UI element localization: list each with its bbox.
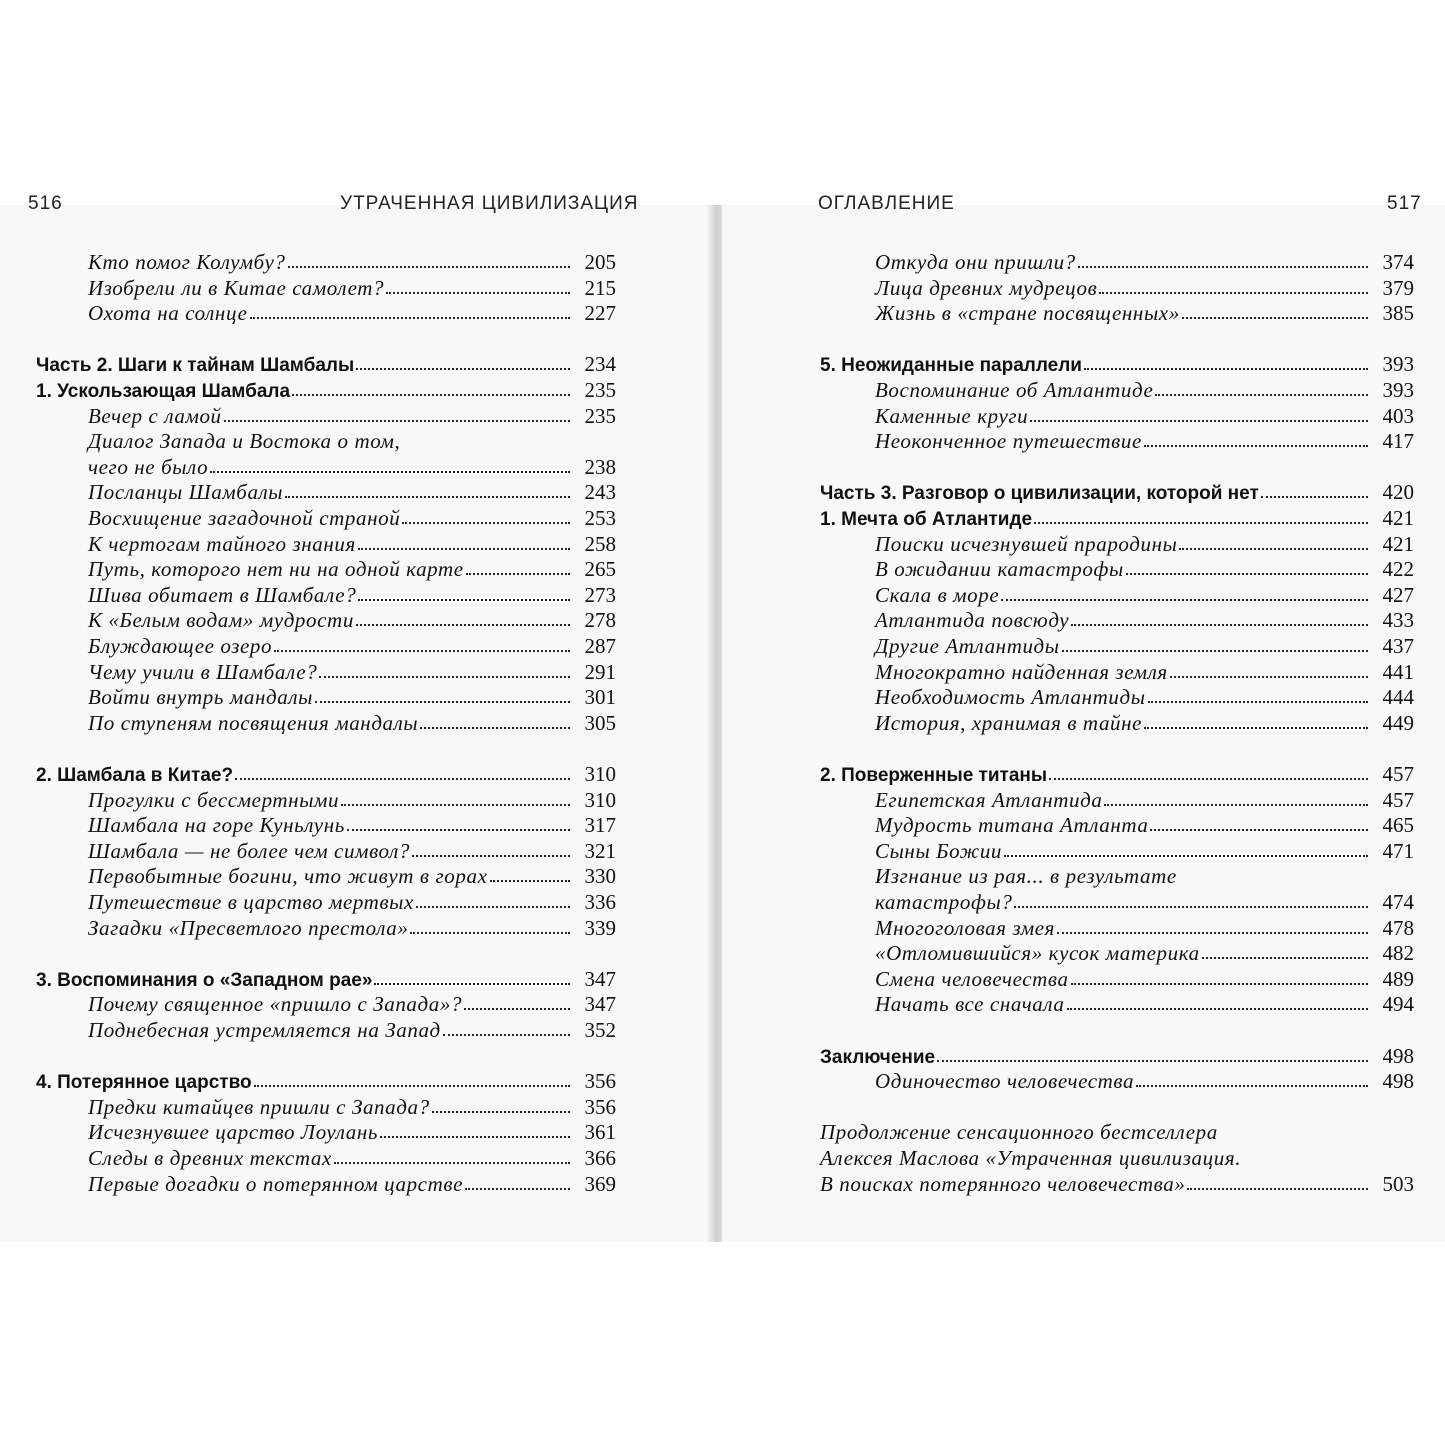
toc-entry-page: 215: [584, 275, 616, 300]
toc-entry-title: Исчезнувшее царство Лоулань: [88, 1120, 379, 1145]
toc-entry: [820, 659, 1414, 685]
toc-entry-title: «Отломившийся» кусок материка: [875, 941, 1200, 966]
toc-entry-title: 4. Потерянное царство: [36, 1072, 252, 1094]
toc-entry: [36, 710, 616, 736]
toc-entry-title: Первые догадки о потерянном царстве: [88, 1171, 463, 1196]
toc-entry: [36, 556, 616, 582]
left-page: [0, 193, 712, 1242]
toc-entry-page: 503: [1382, 1171, 1414, 1196]
toc-entry: [820, 1119, 1414, 1145]
toc-leader-dots: [1126, 573, 1368, 575]
toc-entry-page: 291: [584, 659, 616, 684]
toc-entry: [36, 428, 616, 454]
toc-leader-dots: [1179, 548, 1368, 550]
toc-leader-dots: [292, 394, 570, 396]
toc-leader-dots: [410, 932, 570, 934]
toc-entry-title: Блуждающее озеро: [88, 634, 273, 658]
toc-entry: [36, 505, 616, 531]
toc-leader-dots: [210, 471, 570, 473]
toc-entry-page: 243: [584, 480, 616, 505]
toc-entry-page: 449: [1382, 710, 1414, 735]
toc-entry-title: 1. Мечта об Атлантиде: [820, 509, 1033, 530]
toc-entry: [36, 300, 616, 326]
toc-entry-title: Начать все сначала: [875, 992, 1065, 1017]
toc-leader-dots: [1001, 599, 1368, 601]
toc-entry-page: 321: [584, 838, 616, 863]
toc-leader-dots: [250, 317, 571, 319]
toc-entry: [820, 812, 1414, 838]
toc-entry: [820, 940, 1414, 966]
toc-entry-page: 422: [1382, 557, 1414, 582]
toc-entry-title: Предки китайцев пришли с Запада?: [88, 1094, 430, 1119]
toc-entry-title: Первобытные богини, что живут в горах: [88, 864, 488, 889]
toc-entry-title: Путь, которого нет ни на одной карте: [88, 557, 464, 582]
toc-entry-title: Диалог Запада и Востока о том,: [88, 429, 401, 454]
toc-leader-dots: [432, 1111, 570, 1113]
toc-entry-page: 421: [1382, 531, 1414, 556]
toc-entry: [820, 275, 1414, 301]
toc-leader-dots: [380, 1136, 570, 1138]
toc-leader-dots: [386, 292, 570, 294]
toc-entry-page: 393: [1382, 378, 1414, 402]
toc-entry-page: 420: [1382, 480, 1414, 505]
toc-entry-page: 385: [1382, 301, 1414, 326]
toc-entry-page: 336: [584, 890, 616, 914]
toc-leader-dots: [235, 778, 570, 780]
toc-entry-title: Сыны Божии: [875, 838, 1003, 863]
toc-entry-title: Смена человечества: [875, 966, 1069, 991]
toc-leader-dots: [1049, 778, 1368, 780]
toc-entry: [36, 403, 616, 429]
toc-entry-page: 305: [584, 710, 616, 735]
toc-entry-title: Атлантида повсюду: [875, 608, 1070, 633]
toc-entry-page: 374: [1382, 250, 1414, 274]
toc-entry-page: 235: [584, 378, 616, 402]
toc-entry-title: 1. Ускользающая Шамбала: [36, 381, 291, 402]
toc-entry: [820, 377, 1414, 403]
toc-entry-page: 301: [584, 685, 616, 710]
toc-leader-dots: [358, 599, 570, 601]
toc-entry: [820, 863, 1414, 889]
toc-entry-page: 278: [584, 608, 616, 633]
toc-entry: [820, 633, 1414, 659]
toc-entry-page: 234: [584, 352, 616, 377]
toc-entry: [36, 479, 616, 505]
toc-leader-dots: [412, 855, 570, 857]
toc-entry-page: 437: [1382, 634, 1414, 658]
toc-leader-dots: [1057, 932, 1368, 934]
toc-leader-dots: [490, 880, 570, 882]
toc-entry-title: В поисках потерянного человечества»: [820, 1171, 1186, 1196]
toc-entry-title: Многоголовая змея: [875, 915, 1056, 940]
toc-entry: [820, 351, 1414, 377]
toc-entry-title: Вечер с ламой: [88, 403, 222, 428]
toc-entry-page: 310: [584, 762, 616, 786]
toc-leader-dots: [937, 1060, 1368, 1062]
toc-leader-dots: [402, 522, 570, 524]
toc-entry: [820, 991, 1414, 1017]
toc-leader-dots: [1030, 420, 1368, 422]
toc-entry: [820, 505, 1414, 531]
toc-entry-page: 330: [584, 864, 616, 889]
toc-entry-page: 356: [584, 1094, 616, 1119]
toc-entry-title: чего не было: [88, 454, 209, 479]
toc-entry: [36, 1171, 616, 1197]
toc-entry-page: 227: [584, 301, 616, 326]
toc-entry-page: 310: [584, 787, 616, 812]
toc-entry-title: Одиночество человечества: [875, 1069, 1135, 1094]
toc-entry-title: 5. Неожиданные параллели: [820, 355, 1082, 377]
toc-entry-title: Прогулки с бессмертными: [88, 787, 340, 812]
toc-entry-title: Скала в море: [875, 582, 1000, 607]
toc-entry: [820, 428, 1414, 454]
toc-entry-page: 457: [1382, 787, 1414, 812]
toc-leader-dots: [285, 496, 570, 498]
toc-entry: [820, 838, 1414, 864]
toc-entry-page: 205: [584, 250, 616, 274]
toc-entry: [820, 300, 1414, 326]
toc-entry-title: Часть 3. Разговор о цивилизации, которой нет: [820, 483, 1259, 505]
toc-entry-page: 494: [1382, 992, 1414, 1017]
toc-entry-title: Изобрели ли в Китае самолет?: [88, 275, 385, 300]
toc-leader-dots: [1136, 1085, 1368, 1087]
toc-entry: [36, 607, 616, 633]
left-running-head: УТРАЧЕННАЯ ЦИВИЛИЗАЦИЯ: [340, 193, 639, 214]
toc-entry-title: Часть 2. Шаги к тайнам Шамбалы: [36, 355, 355, 377]
toc-entry-page: 258: [584, 531, 616, 556]
toc-entry-title: Египетская Атлантида: [875, 787, 1103, 812]
toc-leader-dots: [443, 1034, 570, 1036]
toc-entry: [36, 761, 616, 787]
toc-entry-page: 379: [1382, 275, 1414, 300]
toc-entry-title: Шива обитает в Шамбале?: [88, 582, 357, 607]
toc-entry-title: Путешествие в царство мертвых: [88, 890, 414, 914]
toc-entry: [36, 1017, 616, 1043]
toc-entry-title: По ступеням посвящения мандалы: [88, 710, 419, 735]
toc-entry: [36, 659, 616, 685]
toc-entry-title: 2. Шамбала в Китае?: [36, 765, 234, 786]
toc-leader-dots: [464, 1008, 570, 1010]
toc-entry-title: История, хранимая в тайне: [875, 710, 1143, 735]
toc-entry: [36, 351, 616, 377]
toc-entry-page: 339: [584, 915, 616, 940]
toc-entry-title: катастрофы?: [875, 890, 1013, 914]
toc-entry: [36, 249, 616, 275]
toc-entry-title: Изгнание из рая... в результате: [875, 864, 1177, 889]
toc-entry-title: 2. Поверженные титаны: [820, 765, 1048, 786]
left-page-number: 516: [28, 193, 63, 214]
toc-entry-page: 361: [584, 1120, 616, 1145]
toc-leader-dots: [1004, 855, 1368, 857]
toc-entry: [36, 812, 616, 838]
toc-entry-title: Кто помог Колумбу?: [88, 250, 286, 274]
toc-leader-dots: [420, 727, 570, 729]
toc-leader-dots: [1014, 906, 1368, 908]
toc-entry-page: 253: [584, 506, 616, 530]
toc-leader-dots: [254, 1085, 570, 1087]
toc-leader-dots: [1187, 1188, 1368, 1190]
toc-entry-page: 471: [1382, 838, 1414, 863]
toc-entry: [820, 531, 1414, 557]
toc-entry: [36, 838, 616, 864]
toc-entry-title: Каменные круги: [875, 403, 1029, 428]
toc-entry-title: К чертогам тайного знания: [88, 531, 356, 556]
toc-leader-dots: [1071, 624, 1368, 626]
toc-leader-dots: [1067, 1008, 1368, 1010]
toc-leader-dots: [341, 804, 570, 806]
toc-entry-title: 3. Воспоминания о «Западном рае»: [36, 969, 373, 991]
toc-entry-page: 403: [1382, 403, 1414, 428]
toc-entry: [820, 889, 1414, 915]
toc-entry-title: Необходимость Атлантиды: [875, 685, 1146, 710]
toc-entry-title: Жизнь в «стране посвященных»: [875, 301, 1180, 326]
toc-leader-dots: [1182, 317, 1368, 319]
toc-entry: [820, 710, 1414, 736]
toc-entry: [820, 787, 1414, 813]
toc-entry-page: 482: [1382, 941, 1414, 966]
toc-entry-page: 287: [584, 634, 616, 658]
toc-entry: [820, 1068, 1414, 1094]
toc-leader-dots: [356, 368, 570, 370]
toc-entry: [36, 889, 616, 915]
toc-entry-title: Откуда они пришли?: [875, 250, 1076, 274]
toc-entry: [36, 1068, 616, 1094]
toc-entry-title: Многократно найденная земля: [875, 659, 1168, 684]
toc-leader-dots: [1148, 701, 1368, 703]
toc-entry: [36, 966, 616, 992]
toc-entry-page: 478: [1382, 915, 1414, 940]
toc-leader-dots: [374, 983, 570, 985]
toc-entry: [36, 275, 616, 301]
toc-entry: [36, 1119, 616, 1145]
toc-leader-dots: [224, 420, 570, 422]
toc-entry-page: 238: [584, 454, 616, 479]
toc-entry-page: 369: [584, 1171, 616, 1196]
toc-leader-dots: [1071, 983, 1368, 985]
toc-entry: [820, 403, 1414, 429]
toc-leader-dots: [1261, 496, 1368, 498]
toc-entry: [36, 377, 616, 403]
toc-entry: [820, 1171, 1414, 1197]
toc-entry-title: Продолжение сенсационного бестселлера: [820, 1120, 1218, 1145]
toc-entry-page: 441: [1382, 659, 1414, 684]
toc-leader-dots: [1034, 522, 1368, 524]
toc-entry: [820, 761, 1414, 787]
right-page: [722, 193, 1445, 1242]
toc-entry-page: 457: [1382, 762, 1414, 786]
toc-leader-dots: [319, 676, 570, 678]
toc-leader-dots: [1202, 957, 1368, 959]
toc-entry-page: 347: [584, 966, 616, 991]
toc-leader-dots: [356, 624, 570, 626]
toc-entry-page: 273: [584, 582, 616, 607]
toc-leader-dots: [1150, 829, 1368, 831]
toc-entry-title: К «Белым водам» мудрости: [88, 608, 354, 633]
toc-entry-title: Алексея Маслова «Утраченная цивилизация.: [820, 1146, 1242, 1170]
toc-leader-dots: [358, 548, 570, 550]
toc-entry: [36, 531, 616, 557]
toc-leader-dots: [1062, 650, 1368, 652]
toc-entry-title: Шамбала на горе Куньлунь: [88, 813, 345, 838]
toc-entry-page: 427: [1382, 582, 1414, 607]
toc-leader-dots: [288, 266, 570, 268]
toc-leader-dots: [1078, 266, 1368, 268]
toc-entry-page: 444: [1382, 685, 1414, 710]
toc-entry: [820, 1043, 1414, 1069]
toc-entry: [820, 607, 1414, 633]
toc-entry-title: Войти внутрь мандалы: [88, 685, 313, 710]
toc-entry-page: 421: [1382, 506, 1414, 530]
toc-leader-dots: [465, 1188, 570, 1190]
toc-entry-page: 356: [584, 1069, 616, 1094]
toc-entry-title: Шамбала — не более чем символ?: [88, 838, 410, 863]
toc-entry-title: Посланцы Шамбалы: [88, 480, 284, 505]
toc-leader-dots: [466, 573, 570, 575]
toc-leader-dots: [1144, 445, 1368, 447]
right-running-head: ОГЛАВЛЕНИЕ: [818, 193, 955, 214]
toc-entry: [820, 249, 1414, 275]
toc-entry: [36, 863, 616, 889]
toc-entry-page: 235: [584, 403, 616, 428]
toc-entry: [36, 991, 616, 1017]
toc-entry-title: Заключение: [820, 1046, 936, 1068]
toc-entry: [820, 966, 1414, 992]
toc-leader-dots: [315, 701, 570, 703]
toc-entry-title: Поднебесная устремляется на Запад: [88, 1018, 441, 1042]
toc-leader-dots: [1099, 292, 1368, 294]
toc-entry: [820, 582, 1414, 608]
toc-entry: [36, 915, 616, 941]
toc-entry: [820, 684, 1414, 710]
toc-entry-title: Чему учили в Шамбале?: [88, 659, 318, 684]
toc-entry: [36, 684, 616, 710]
toc-entry-title: Следы в древних текстах: [88, 1146, 332, 1170]
toc-entry-title: Охота на солнце: [88, 301, 248, 326]
toc-entry: [36, 582, 616, 608]
toc-entry: [36, 1094, 616, 1120]
toc-entry-page: 265: [584, 557, 616, 582]
toc-entry-page: 474: [1382, 890, 1414, 914]
toc-entry-page: 317: [584, 813, 616, 838]
toc-entry-page: 498: [1382, 1043, 1414, 1068]
toc-entry: [36, 787, 616, 813]
toc-leader-dots: [1170, 676, 1368, 678]
toc-entry-title: Загадки «Пресветлого престола»: [88, 915, 409, 940]
toc-entry-page: 489: [1382, 966, 1414, 991]
toc-entry-title: Неоконченное путешествие: [875, 429, 1142, 454]
toc-entry-title: Почему священное «пришло с Запада»?: [88, 992, 463, 1017]
toc-entry: [36, 454, 616, 480]
toc-entry: [36, 1145, 616, 1171]
toc-entry-page: 352: [584, 1018, 616, 1042]
toc-leader-dots: [1155, 394, 1368, 396]
toc-entry: [820, 915, 1414, 941]
toc-entry-title: Другие Атлантиды: [875, 634, 1060, 658]
toc-leader-dots: [1084, 368, 1368, 370]
toc-entry-title: Лица древних мудрецов: [875, 275, 1098, 300]
toc-entry-title: Воспоминание об Атлантиде: [875, 378, 1154, 402]
toc-entry-page: 417: [1382, 429, 1414, 454]
toc-leader-dots: [334, 1162, 570, 1164]
toc-entry: [820, 1145, 1414, 1171]
toc-leader-dots: [1144, 727, 1368, 729]
toc-leader-dots: [274, 650, 570, 652]
toc-entry-title: Восхищение загадочной страной: [88, 506, 401, 530]
toc-entry: [820, 556, 1414, 582]
toc-entry-page: 347: [584, 992, 616, 1017]
toc-entry-page: 366: [584, 1146, 616, 1170]
toc-entry-title: Поиски исчезнувшей прародины: [875, 531, 1178, 556]
toc-leader-dots: [416, 906, 570, 908]
toc-entry: [36, 633, 616, 659]
toc-leader-dots: [347, 829, 570, 831]
toc-entry-title: В ожидании катастрофы: [875, 557, 1124, 582]
toc-entry-page: 393: [1382, 352, 1414, 377]
toc-entry-page: 433: [1382, 608, 1414, 633]
toc-entry-page: 465: [1382, 813, 1414, 838]
toc-entry-title: Мудрость титана Атланта: [875, 813, 1149, 838]
toc-entry: [820, 479, 1414, 505]
toc-leader-dots: [1104, 804, 1368, 806]
right-page-number: 517: [1387, 193, 1422, 214]
toc-entry-page: 498: [1382, 1069, 1414, 1094]
